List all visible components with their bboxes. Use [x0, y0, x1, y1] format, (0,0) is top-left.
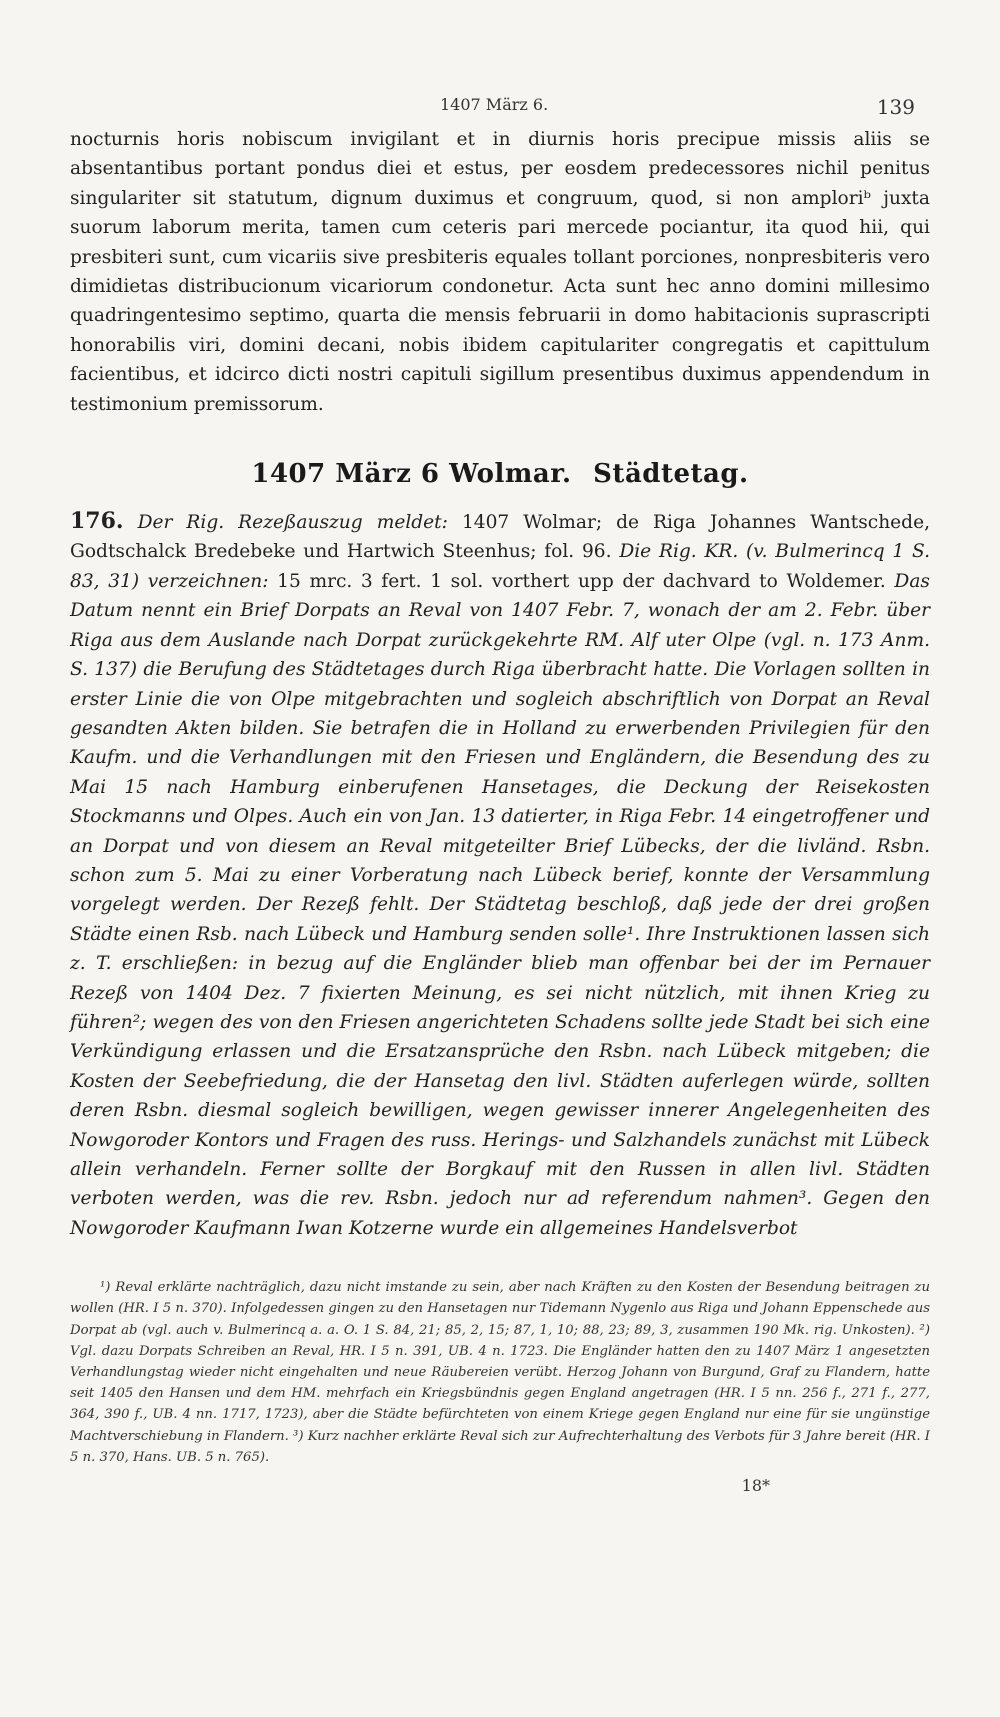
- entry-body-italic: Das Datum nennt ein Brief Dorpats an Reval von 1407 Febr. 7, wonach der am 2. Febr. über Riga aus dem Auslande nach Dorpat zurückgekehrte RM. Alf uter Olpe (vgl. n. 173 Anm. S. 137) die Berufung des Städtetages durch Riga überbracht hatte. Die Vorlagen sollten in erster Linie die von Olpe mitgebrachten und sogleich abschriftlich von Dorpat an Reval gesandten Akten bilden. Sie betrafen die in Holland zu erwerbenden Privilegien für den Kaufm. und die Verhandlungen mit den Friesen und Engländern, die Besendung des zu Mai 15 nach Hamburg einberufenen Hansetages, die Deckung der Reisekosten Stockmanns und Olpes. Auch ein von Jan. 13 datierter, in Riga Febr. 14 eingetroffener und an Dorpat und von diesem an Reval mitgeteilter Brief Lübecks, der die livländ. Rsbn. schon zum 5. Mai zu einer Vorberatung nach Lübeck berief, konnte der Versammlung vorgelegt werden. Der Rezeß fehlt. Der Städtetag beschloß, daß jede der drei großen Städte einen Rsb. nach Lübeck und Hamburg senden solle¹. Ihre Instruktionen lassen sich z. T. erschließen: in bezug auf die Engländer blieb man offenbar bei der im Pernauer Rezeß von 1404 Dez. 7 fixierten Meinung, es sei nicht nützlich, mit ihnen Krieg zu führen²; wegen des von den Friesen angerichteten Schadens sollte jede Stadt bei sich eine Verkündigung erlassen und die Ersatzansprüche den Rsbn. nach Lübeck mitgeben; die Kosten der Seebefriedung, die der Hansetag den livl. Städten auferlegen würde, sollten deren Rsbn. diesmal sogleich bewilligen, wegen gewisser innerer Angelegenheiten des Nowgoroder Kontors und Fragen des russ. Herings- und Salzhandels zunächst mit Lübeck allein verhandeln. Ferner sollte der Borgkauf mit den Russen in allen livl. Städten verboten werden, was die rev. Rsbn. jedoch nur ad referendum nahmen³. Gegen den Nowgoroder Kaufmann Iwan Kotzerne wurde ein allgemeines Handelsverbot: [70, 570, 930, 1239]
- section-heading: [70, 459, 930, 489]
- entry-176: [70, 507, 930, 1243]
- section-heading-title: Städtetag.: [593, 459, 749, 490]
- running-head-date: 1407 März 6.: [440, 95, 549, 114]
- entry-lead-italic: Der Rig. Rezeßauszug meldet:: [137, 512, 448, 534]
- opening-paragraph: nocturnis horis nobiscum invigilant et in diurnis horis precipue missis aliis se absentantibus portant pondus diei et estus, per eosdem predecessores nichil penitus singulariter sit statutum, dignum duximus et congruum, quod, si non amploriᵇ juxta suorum laborum merita, tamen cum ceteris pari mercede pociantur, ita quod hii, qui presbiteri sunt, cum vicariis sive presbiteris equales tollant porciones, nonpresbiteris vero dimidietas distribucionum vicariorum condonetur. Acta sunt hec anno domini millesimo quadringentesimo septimo, quarta die mensis februarii in domo habitacionis suprascripti honorabilis viri, domini decani, nobis ibidem capitulariter congregatis et capittulum facientibus, et idcirco dicti nostri capituli sigillum presentibus duximus appendendum in testimonium premissorum.: [70, 129, 930, 415]
- entry-number: 176.: [70, 508, 124, 535]
- running-head: [70, 95, 930, 125]
- entry-mid-roman: 15 mrc. 3 fert. 1 sol. vorthert upp der dachvard to Woldemer.: [277, 570, 886, 592]
- section-heading-date: 1407 März 6 Wolmar.: [251, 459, 572, 490]
- page-number: 139: [876, 95, 915, 119]
- signature-mark: 18*: [741, 1476, 770, 1496]
- document-page: [70, 95, 930, 1495]
- footnotes: ¹) Reval erklärte nachträglich, dazu nicht imstande zu sein, aber nach Kräften zu den Kosten der Besendung beitragen zu wollen (HR. I 5 n. 370). Infolgedessen gingen zu den Hansetagen nur Tidemann Nygenlo aus Riga und Johann Eppenschede aus Dorpat ab (vgl. auch v. Bulmerincq a. a. O. 1 S. 84, 21; 85, 2, 15; 87, 1, 10; 88, 23; 89, 3, zusammen 190 Mk. rig. Unkosten). ²) Vgl. dazu Dorpats Schreiben an Reval, HR. I 5 n. 391, UB. 4 n. 1723. Die Engländer hatten den zu 1407 März 1 angesetzten Verhandlungstag wieder nicht eingehalten und neue Räubereien verübt. Herzog Johann von Burgund, Graf zu Flandern, hatte seit 1405 den Hansen und dem HM. mehrfach ein Kriegsbündnis gegen England angetragen (HR. I 5 nn. 256 f., 271 f., 277, 364, 390 f., UB. 4 nn. 1717, 1723), aber die Städte befürchteten von einem Kriege gegen England nur eine für sie ungünstige Machtverschiebung in Flandern. ³) Kurz nachher erklärte Reval sich zur Aufrechterhaltung des Verbots für 3 Jahre bereit (HR. I 5 n. 370, Hans. UB. 5 n. 765).: [70, 1280, 930, 1465]
- entry-mid-italic: Die Rig. KR. (v. Bulmerincq 1 S. 83, 31) verzeichnen:: [70, 541, 930, 592]
- entry-lead-roman: 1407 Wolmar; de Riga Johannes Wantschede, Godtschalck Bredebeke und Hartwich Steenhus; fol. 96.: [70, 512, 930, 563]
